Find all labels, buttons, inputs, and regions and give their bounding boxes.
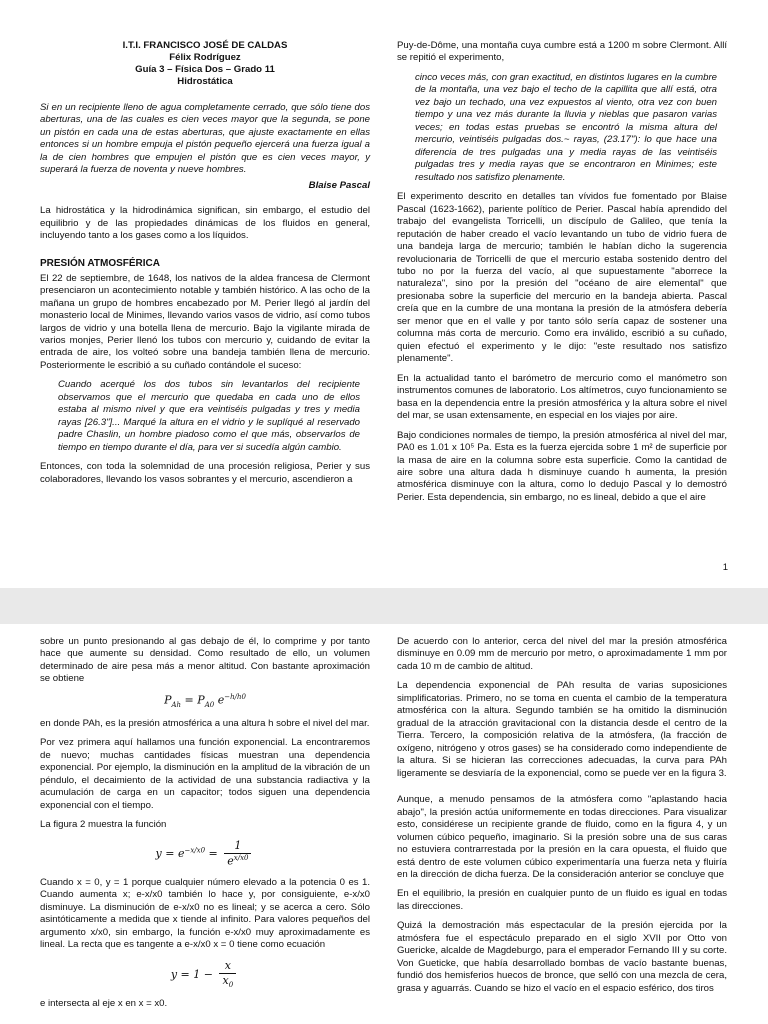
page-2 bbox=[0, 624, 768, 1024]
equation-exponential: $y = e^{-x/x0}$ = $\frac{1}{e^{x/x0}}$ bbox=[40, 839, 370, 869]
paragraph: Quizá la demostración más espectacular de la presión ejercida por la atmósfera fue el espectáculo preparado en el siglo XVII por Otto von Guericke, alcalde de Magdeburgo, para el emperador Fernando III y su corte. Von Gueticke, que había desarrollado bombas de vacío bastante buenas, fundió dos hemisferios huecos de bronce, que selló con una mezcla de cera, grasa y aguarrás. Cuando se hizo el vacío en el espacio esférico, dos tiros bbox=[397, 920, 727, 994]
page-separator bbox=[0, 588, 768, 624]
paragraph: Entonces, con toda la solemnidad de una procesión religiosa, Perier y sus colaboradores, llevando los vasos sobrantes y el mercurio, ascendieron a bbox=[40, 461, 370, 485]
page2-left-column bbox=[40, 624, 370, 1018]
paragraph: e intersecta al eje x en x = x0. bbox=[40, 998, 168, 1010]
paragraph: En el equilibrio, la presión en cualquier punto de un fluido es igual en todas las direcciones. bbox=[397, 888, 727, 912]
paragraph: Por vez primera aquí hallamos una función exponencial. La encontraremos de nuevo; muchas cantidades físicas muestran una dependencia exponencial. Por ejemplo, la disminución en la amplitud de la vibración de un péndulo, el decaimiento de la actividad de una substancia radiactiva y la acumulación de carga en un capacitor; todos siguen una dependencia exponencial con el tiempo. bbox=[40, 737, 370, 811]
paragraph: De acuerdo con lo anterior, cerca del nivel del mar la presión atmosférica disminuye en 0.09 mm de mercurio por metro, o aproximadamente 1 mm por cada 10 m de cambio de altitud. bbox=[397, 636, 727, 672]
page2-right-column bbox=[397, 624, 727, 1002]
school-name: I.T.I. FRANCISCO JOSÉ DE CALDAS bbox=[122, 40, 288, 51]
section-title: PRESIÓN ATMOSFÉRICA bbox=[40, 257, 161, 269]
paragraph: La figura 2 muestra la función bbox=[40, 819, 167, 831]
topic-title: Hidrostática bbox=[177, 75, 233, 87]
paragraph: en donde PAh, es la presión atmosférica a una altura h sobre el nivel del mar. bbox=[40, 717, 370, 729]
paragraph: El experimento descrito en detalles tan vívidos fue fomentado por Blaise Pascal (1623-1662), pariente político de Perier. Pascal había aprendido del trabajo del evangelista Torricelli, un discípulo de Galileo, que tenía la reputación de haber creado el vacío levantando un tubo de vidrio fuera de una bandeja larga de mercurio; también le habían dicho la sugerencia revolucionaria de Torricelli de que el mercurio estaba sostenido dentro del tubo no por la fuerza del vacío, al que supuestamente "aborrece la naturaleza", sino por la presión del "océano de aire elemental" que presionaba sobre la superficie del mercurio en la bandeja abierta. Pascal creía que en la cumbre de una montana la presión de la atmósfera debería ser menor que en el valle y por tanto sólo sería capaz de sostener una columna más corta de mercurio. Como era inválido, escribió a su cuñado, quien efectuó el experimento y le dijo: "este resultado nos satisfizo plenamente". bbox=[397, 191, 727, 365]
page1-left-column bbox=[40, 0, 370, 493]
page-number: 1 bbox=[722, 561, 728, 573]
paragraph: El 22 de septiembre, de 1648, los nativos de la aldea francesa de Clermont presenciaron un acontecimiento notable y también histórico. A las ocho de la mañana un grupo de hombres encabezado por M. Perier llegó al jardín del monasterio local de Minimes, llevando varios vasos de vidrio, así como tubos largos de vidrio y una botella llena de mercurio. Bajo la vigilante mirada de varios monjes, Perier llenó los tubos con mercurio y, cuidando de evitar la entrada de aire, los volteó sobre una bandeja también llena de mercurio. Posteriormente le escribió a su cuñado contándole el suceso: bbox=[40, 272, 370, 371]
paragraph: En la actualidad tanto el barómetro de mercurio como el manómetro son instrumentos comunes de laboratorio. Los altímetros, cuyo funcionamiento se basa en la dependencia entre la presión atmosférica y la altura sobre el nivel del mar, se usan extensamente, en especial en los viajes por aire. bbox=[397, 372, 727, 422]
paragraph: Aunque, a menudo pensamos de la atmósfera como "aplastando hacia abajo", la presión actúa uniformemente en todas direcciones. Para visualizar esto, considérese un recipiente grande de fluido, como en la figura 4, y un volumen cúbico pequeño, imaginario. Si la presión sobre una de sus caras no estuviera contrarrestada por la presión en la cara opuesta, el fluido que está dentro de este volumen cúbico experimentaría una fuerza neta y fluiría en la dirección de dicha fuerza. De la consideración anterior se concluye que bbox=[397, 794, 727, 880]
equation-pressure-altitude: $P_{Ah} = P_{A0}$ $e^{-h/h0}$ bbox=[164, 692, 246, 709]
quote: Cuando acerqué los dos tubos sin levantarlos del recipiente observamos que el mercurio que quedaba en cada uno de ellos estaba al mismo nivel y que era veintiséis pulgadas y tres y media rayas [26.3"]... Marqué la altura en el vidrio y le suplíqué al reservado padre Chaslin, un hombre piadoso como el que más, observarlos de tiempo en tiempo durante el día, para ver si sucedía algún cambio. bbox=[58, 379, 360, 453]
paragraph: La dependencia exponencial de PAh resulta de varias suposiciones simplificatorias. Primero, no se toma en cuenta el cambio de la temperatura atmosférica con la altura. Segundo también se ha omitido la disminución gradual de la atracción gravitacional con la distancia desde el centro de la Tierra. Tercero, la composición relativa de la atmósfera, (la fracción de oxígeno, nitrógeno y otros gases) se ha considerado como independiente de la altura. Si se hicieran las correcciones adecuadas, la curva para PAh ligeramente se desviaría de la exponencial, como se puede ver en la figura 3. bbox=[397, 680, 727, 779]
intro-paragraph: La hidrostática y la hidrodinámica significan, sin embargo, el estudio del equilibrio y de las propiedades dinámicas de los fluidos en general, incluyendo tanto a los gases como a los líquidos. bbox=[40, 205, 370, 242]
paragraph: Puy-de-Dôme, una montaña cuya cumbre está a 1200 m sobre Clermont. Allí se repitió el experimento, bbox=[397, 40, 727, 64]
equation-tangent: y = 1 − $\frac{x}{x_0}$ bbox=[40, 959, 370, 991]
author-name: Félix Rodríguez bbox=[169, 51, 241, 63]
paragraph: Bajo condiciones normales de tiempo, la presión atmosférica al nivel del mar, PA0 es 1.01 x 10⁵ Pa. Esta es la fuerza ejercida sobre 1 m² de superficie por la masa de aire en la columna sobre esta superficie. Como la cantidad de aire sobre una altura dada h disminuye cuando h aumenta, la presión atmosférica disminuye con la altura, como lo dedujo Pascal y lo demostró Perier. Esta dependencia, sin embargo, no es lineal, debido a que el aire bbox=[397, 429, 727, 503]
guide-title: Guía 3 – Física Dos – Grado 11 bbox=[135, 63, 275, 75]
paragraph: Cuando x = 0, y = 1 porque cualquier número elevado a la potencia 0 es 1. Cuando aumenta x; e-x/x0 también lo hace y, por consiguiente, e-x/x0 disminuye. La disminución de e-x/x0 no es lineal; y se acerca a cero. Sólo asintóticamente a medida que x tiende al infinito. Para valores pequeños del argumento x/x0, sin embargo, la función e-x/x0 muy aproximadamente es lineal. La recta que es tangente a e-x/x0 x = 0 tiene como ecuación bbox=[40, 876, 370, 951]
quote: cinco veces más, con gran exactitud, en distintos lugares en la cumbre de la montaña, una vez bajo el techo de la capillita que allí está, otra vez bajo un techado, una vez expuestos al viento, otra vez con buen tiempo y una vez más durante la lluvia y nieblas que pasaron varias veces; en todas estas pruebas se encontró la misma altura del mercurio, veintiséis pulgadas dos.~ rayas, (23.17"): lo que hace una diferencia de tres pulgadas una y media rayas de las veintiséis pulgadas tres y media rayas que se encontraron en Minimes; este resultado nos satisfizo plenamente. bbox=[415, 71, 717, 183]
epigraph-author: Blaise Pascal bbox=[308, 179, 370, 191]
paragraph: sobre un punto presionando al gas debajo de él, lo comprime y por tanto hace que aumente su densidad. Como resultado de ello, un volumen determinado de aire pesa más a menor altitud. Con bastante aproximación se obtiene bbox=[40, 636, 370, 685]
document-header bbox=[40, 40, 370, 88]
page1-right-column bbox=[397, 0, 727, 511]
epigraph: Si en un recipiente lleno de agua completamente cerrado, que sólo tiene dos aberturas, una de las cuales es cien veces mayor que la segunda, se pone un pistón en cada una de estas aberturas, que ajuste exactamente en ellas entonces si un hombre empuja el pistón pequeño ejercerá una fuerza igual a la de cien hombres que empujen el pistón que es cien veces mayor, y superará la fuerza de noventa y nueve hombres. bbox=[40, 101, 370, 176]
